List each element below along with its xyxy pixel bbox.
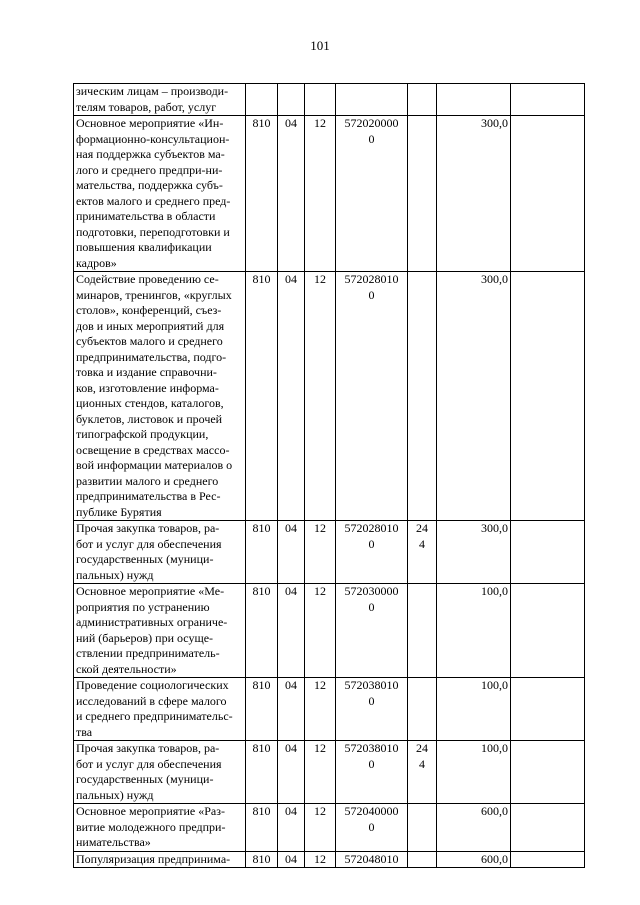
target-article-cell: 572048010 [336, 851, 408, 868]
row-name-cell: Проведение социологических исследований в сфере малого и среднего предпринимательс- тва [74, 678, 246, 741]
amount-cell: 600,0 [437, 851, 511, 868]
amount-cell [437, 84, 511, 116]
subsection-code-cell: 12 [305, 678, 336, 741]
section-code-cell [278, 84, 305, 116]
extra-cell [511, 584, 585, 678]
subsection-code-cell: 12 [305, 741, 336, 804]
expense-type-cell [408, 116, 437, 272]
amount-cell: 300,0 [437, 116, 511, 272]
target-article-cell: 572028010 0 [336, 521, 408, 584]
target-article-cell: 572020000 0 [336, 116, 408, 272]
table-row [74, 584, 585, 678]
amount-cell: 100,0 [437, 741, 511, 804]
subsection-code-cell: 12 [305, 521, 336, 584]
row-name-cell: Основное мероприятие «Раз- витие молодежного предпри- нимательства» [74, 804, 246, 852]
table-row [74, 84, 585, 116]
section-code-cell: 04 [278, 116, 305, 272]
subsection-code-cell: 12 [305, 116, 336, 272]
amount-cell: 600,0 [437, 804, 511, 852]
expense-type-cell [408, 804, 437, 852]
amount-cell: 100,0 [437, 678, 511, 741]
extra-cell [511, 272, 585, 521]
table-row [74, 741, 585, 804]
table-row [74, 851, 585, 868]
expense-type-cell [408, 584, 437, 678]
row-name-cell: Прочая закупка товаров, ра- бот и услуг для обеспечения государственных (муници- пальных) нужд [74, 741, 246, 804]
row-name-cell: зическим лицам – производи- телям товаров, работ, услуг [74, 84, 246, 116]
amount-cell: 100,0 [437, 584, 511, 678]
table-row [74, 521, 585, 584]
target-article-cell: 572028010 0 [336, 272, 408, 521]
amount-cell: 300,0 [437, 521, 511, 584]
section-code-cell: 04 [278, 584, 305, 678]
ved-code-cell: 810 [246, 116, 278, 272]
extra-cell [511, 678, 585, 741]
ved-code-cell: 810 [246, 678, 278, 741]
row-name-cell: Содействие проведению се- минаров, тренингов, «круглых столов», конференций, съез- дов и иных мероприятий для субъектов малого и среднего предпринимательства, подго- товка и издание справочни- ков, изготовление информа- ционных стендов, каталогов, буклетов, листовок и прочей типографской продукции, освещение в средствах массо- вой информации материалов о развитии малого и среднего предпринимательства в Рес- публике Бурятия [74, 272, 246, 521]
section-code-cell: 04 [278, 741, 305, 804]
expense-type-cell [408, 678, 437, 741]
target-article-cell [336, 84, 408, 116]
target-article-cell: 572038010 0 [336, 741, 408, 804]
subsection-code-cell: 12 [305, 851, 336, 868]
amount-cell: 300,0 [437, 272, 511, 521]
ved-code-cell: 810 [246, 804, 278, 852]
table-row [74, 804, 585, 852]
table-row [74, 678, 585, 741]
ved-code-cell: 810 [246, 851, 278, 868]
ved-code-cell: 810 [246, 272, 278, 521]
expense-type-cell [408, 851, 437, 868]
row-name-cell: Основное мероприятие «Ме- роприятия по устранению административных ограниче- ний (барьеров) при осуще- ствлении предприниматель- ской деятельности» [74, 584, 246, 678]
expense-type-cell: 24 4 [408, 741, 437, 804]
section-code-cell: 04 [278, 521, 305, 584]
budget-table [73, 83, 585, 868]
extra-cell [511, 804, 585, 852]
target-article-cell: 572038010 0 [336, 678, 408, 741]
row-name-cell: Прочая закупка товаров, ра- бот и услуг для обеспечения государственных (муници- пальных) нужд [74, 521, 246, 584]
ved-code-cell: 810 [246, 741, 278, 804]
expense-type-cell: 24 4 [408, 521, 437, 584]
subsection-code-cell [305, 84, 336, 116]
ved-code-cell [246, 84, 278, 116]
ved-code-cell: 810 [246, 521, 278, 584]
extra-cell [511, 116, 585, 272]
extra-cell [511, 84, 585, 116]
expense-type-cell [408, 272, 437, 521]
section-code-cell: 04 [278, 678, 305, 741]
row-name-cell: Популяризация предпринима- [74, 851, 246, 868]
table-row [74, 116, 585, 272]
section-code-cell: 04 [278, 851, 305, 868]
extra-cell [511, 521, 585, 584]
extra-cell [511, 741, 585, 804]
expense-type-cell [408, 84, 437, 116]
target-article-cell: 572040000 0 [336, 804, 408, 852]
ved-code-cell: 810 [246, 584, 278, 678]
page-number: 101 [310, 38, 330, 53]
extra-cell [511, 851, 585, 868]
subsection-code-cell: 12 [305, 584, 336, 678]
subsection-code-cell: 12 [305, 804, 336, 852]
target-article-cell: 572030000 0 [336, 584, 408, 678]
row-name-cell: Основное мероприятие «Ин- формационно-консультацион- ная поддержка субъектов ма- лого и среднего предпри-ни- мательства, поддержка субъ- ектов малого и среднего пред- принимательства в области подготовки, переподготовки и повышения квалификации кадров» [74, 116, 246, 272]
subsection-code-cell: 12 [305, 272, 336, 521]
table-row [74, 272, 585, 521]
section-code-cell: 04 [278, 804, 305, 852]
section-code-cell: 04 [278, 272, 305, 521]
